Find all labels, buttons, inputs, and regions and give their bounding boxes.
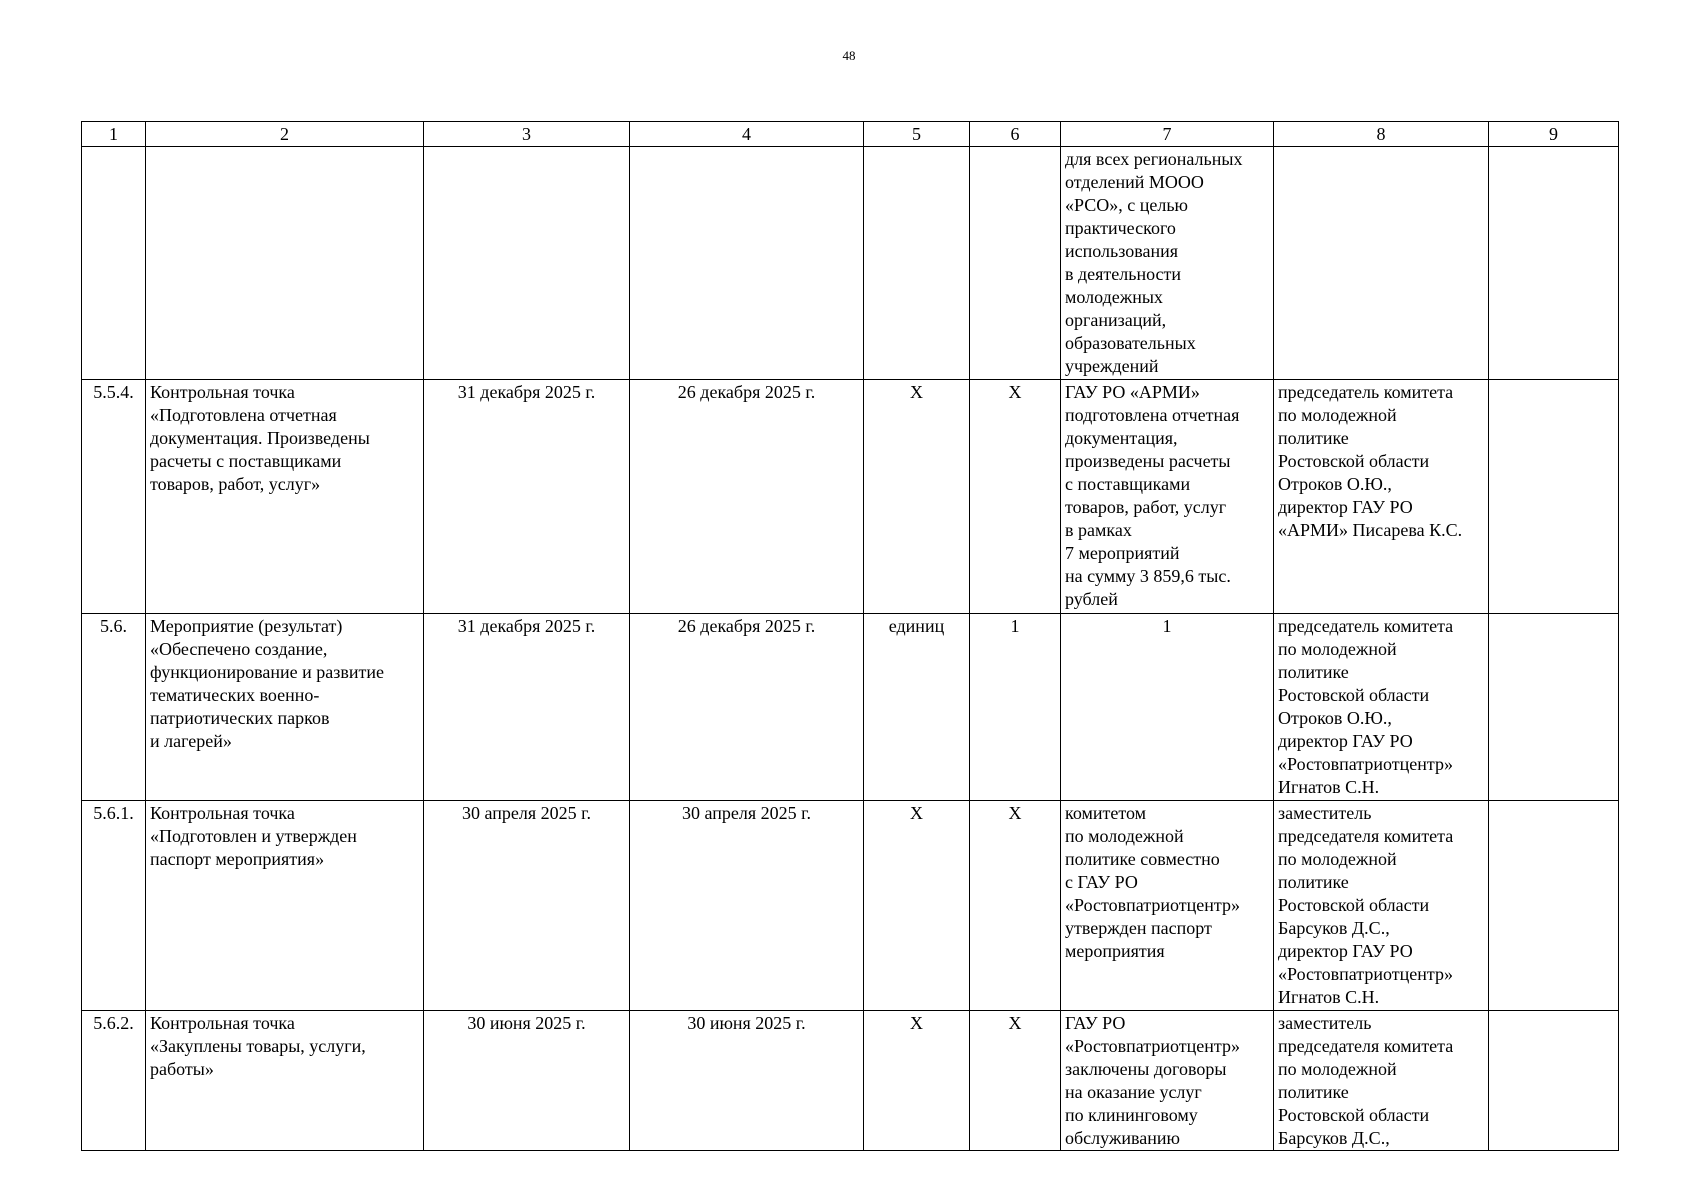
row-number: 5.6.2.	[82, 1011, 146, 1151]
row-value: Х	[970, 801, 1061, 1011]
table-row	[82, 1011, 1619, 1151]
row-responsible	[1274, 147, 1489, 380]
column-header: 4	[630, 122, 864, 147]
column-header: 1	[82, 122, 146, 147]
row-note	[1489, 801, 1619, 1011]
column-header: 9	[1489, 122, 1619, 147]
row-number: 5.6.1.	[82, 801, 146, 1011]
row-unit: Х	[864, 1011, 970, 1151]
row-result: для всех региональных отделений МООО «РСО», с целью практического использования в деятельности молодежных организаций, образовательных учреждений	[1061, 147, 1274, 380]
row-date-plan	[424, 147, 630, 380]
row-unit: Х	[864, 380, 970, 614]
row-responsible: заместитель председателя комитета по молодежной политике Ростовской области Барсуков Д.С.,	[1274, 1011, 1489, 1151]
row-number	[82, 147, 146, 380]
row-date-fact	[630, 147, 864, 380]
plan-table	[81, 121, 1619, 1151]
row-unit	[864, 147, 970, 380]
row-date-fact: 30 июня 2025 г.	[630, 1011, 864, 1151]
column-header: 7	[1061, 122, 1274, 147]
row-date-plan: 31 декабря 2025 г.	[424, 614, 630, 801]
row-responsible: председатель комитета по молодежной политике Ростовской области Отроков О.Ю., директор ГАУ РО «Ростовпатриотцентр» Игнатов С.Н.	[1274, 614, 1489, 801]
row-date-fact: 30 апреля 2025 г.	[630, 801, 864, 1011]
row-result: ГАУ РО «АРМИ» подготовлена отчетная документация, произведены расчеты с поставщиками товаров, работ, услуг в рамках 7 мероприятий на сумму 3 859,6 тыс. рублей	[1061, 380, 1274, 614]
row-note	[1489, 380, 1619, 614]
row-unit: единиц	[864, 614, 970, 801]
header-row	[82, 122, 1619, 147]
row-value: Х	[970, 1011, 1061, 1151]
row-name: Контрольная точка «Закуплены товары, услуги, работы»	[146, 1011, 424, 1151]
row-result: комитетом по молодежной политике совместно с ГАУ РО «Ростовпатриотцентр» утвержден паспорт мероприятия	[1061, 801, 1274, 1011]
row-date-fact: 26 декабря 2025 г.	[630, 614, 864, 801]
row-result: ГАУ РО «Ростовпатриотцентр» заключены договоры на оказание услуг по клининговому обслуживанию	[1061, 1011, 1274, 1151]
row-result: 1	[1061, 614, 1274, 801]
row-name: Мероприятие (результат) «Обеспечено создание, функционирование и развитие тематических военно- патриотических парков и лагерей»	[146, 614, 424, 801]
table-row	[82, 380, 1619, 614]
row-name: Контрольная точка «Подготовлена отчетная документация. Произведены расчеты с поставщиками товаров, работ, услуг»	[146, 380, 424, 614]
column-header: 5	[864, 122, 970, 147]
row-date-plan: 30 апреля 2025 г.	[424, 801, 630, 1011]
column-header: 8	[1274, 122, 1489, 147]
row-unit: Х	[864, 801, 970, 1011]
column-header: 3	[424, 122, 630, 147]
row-number: 5.6.	[82, 614, 146, 801]
row-date-fact: 26 декабря 2025 г.	[630, 380, 864, 614]
column-header: 6	[970, 122, 1061, 147]
page-number: 48	[842, 48, 856, 63]
row-note	[1489, 614, 1619, 801]
row-name	[146, 147, 424, 380]
row-responsible: заместитель председателя комитета по молодежной политике Ростовской области Барсуков Д.С., директор ГАУ РО «Ростовпатриотцентр» Игнатов С.Н.	[1274, 801, 1489, 1011]
table-row	[82, 614, 1619, 801]
row-value	[970, 147, 1061, 380]
row-date-plan: 31 декабря 2025 г.	[424, 380, 630, 614]
row-note	[1489, 1011, 1619, 1151]
table-row	[82, 147, 1619, 380]
row-note	[1489, 147, 1619, 380]
row-value: 1	[970, 614, 1061, 801]
row-value: Х	[970, 380, 1061, 614]
row-date-plan: 30 июня 2025 г.	[424, 1011, 630, 1151]
row-responsible: председатель комитета по молодежной политике Ростовской области Отроков О.Ю., директор ГАУ РО «АРМИ» Писарева К.С.	[1274, 380, 1489, 614]
row-number: 5.5.4.	[82, 380, 146, 614]
column-header: 2	[146, 122, 424, 147]
table-row	[82, 801, 1619, 1011]
row-name: Контрольная точка «Подготовлен и утвержден паспорт мероприятия»	[146, 801, 424, 1011]
